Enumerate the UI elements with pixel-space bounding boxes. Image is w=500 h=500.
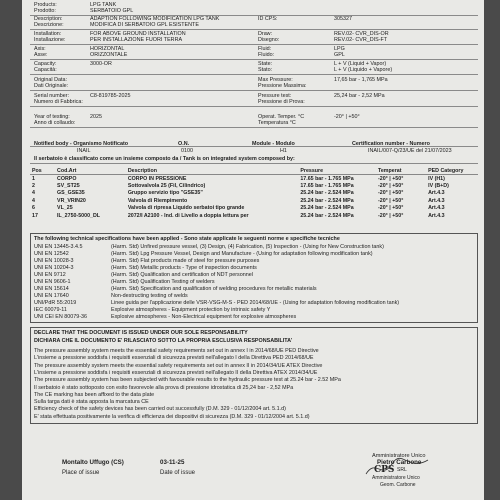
header-label-en: Original Data:: [34, 77, 67, 83]
table-row: [30, 190, 478, 197]
header-divider: [30, 29, 478, 30]
header-right-label-it: Pressione Massima:: [258, 83, 307, 89]
table-row: [30, 212, 478, 219]
header-right-label-en: Max Pressure:: [258, 77, 293, 83]
header-value-en: ADAPTION FOLLOWING MODIFICATION LPG TANK: [90, 16, 220, 22]
header-right-value-en: -20° | +50°: [334, 114, 360, 120]
parts-cell-cod: IL_2750-5000_DL: [57, 212, 101, 219]
header-label-en: Capacity:: [34, 61, 57, 67]
module-header: Module - Modulo: [252, 141, 295, 147]
parts-cell-temp: -20° | +50°: [378, 197, 404, 204]
header-right-label-it: Disegno:: [258, 37, 280, 43]
place-of-issue: Montalto Uffugo (CS): [62, 459, 124, 466]
declaration-line: The pressure assembly system has been subjected with favourable results to the hydraulic pressure test at 25.24 bar - 2.52 MPa: [34, 377, 341, 384]
header-value-en: LPG TANK: [90, 2, 117, 8]
header-right-value-en: LPG: [334, 46, 345, 52]
date-label: Date of issue: [160, 470, 196, 476]
parts-cell-cat: Art.4.3: [428, 205, 445, 212]
parts-cell-press: 25.24 bar - 2.524 MPa: [300, 190, 354, 197]
parts-cell-cod: CORPO: [57, 175, 77, 182]
integrated-title: Il serbatoio è classificato come un insieme composto da / Tank is on integrated system composed by:: [34, 156, 295, 162]
parts-cell-cod: GS_GSE35: [57, 190, 85, 197]
header-label-en: Year of testing:: [34, 114, 70, 120]
header-right-label-it: Stato:: [258, 67, 273, 73]
header-value-it: PER INSTALLAZIONE FUORI TERRA: [90, 37, 183, 43]
admin-name: Pietro Carbone: [377, 459, 422, 466]
header-right-label-it: Fluido:: [258, 52, 275, 58]
header-right-value-it: GPL: [334, 52, 345, 58]
header-value-it: MODIFICA DI SERBATOIO GPL ESISTENTE: [90, 22, 199, 28]
parts-cell-cod: VL_25: [57, 205, 73, 212]
parts-cell-temp: -20° | +50°: [378, 183, 404, 190]
header-divider: [30, 44, 478, 45]
parts-cell-cod: SV_ST25: [57, 183, 80, 190]
header-right-value-en: L + V (Liquid + Vapor): [334, 61, 387, 67]
parts-cell-pos: 4: [32, 197, 35, 204]
header-right-label-it: Temperatura °C: [258, 120, 296, 126]
header-right-label-en: Pressure test:: [258, 93, 292, 99]
standard-code: UNI EN 17640: [34, 293, 69, 299]
header-label-it: Installazione:: [34, 37, 66, 43]
declaration-line: Il serbatoio è stato sottoposto con esito favorevole alla prova di pressione idrostatica di 25,24 bar - 2,52 MPa: [34, 384, 294, 391]
header-label-it: Asse:: [34, 52, 48, 58]
header-right-label-en: Operat. Temper. °C: [258, 114, 305, 120]
parts-column-header: Pressure: [298, 167, 376, 175]
parts-cell-cat: Art.4.3: [428, 212, 445, 219]
parts-column-header: Pos: [30, 167, 55, 175]
parts-cell-cat: IV (H1): [428, 175, 445, 182]
standard-code: IEC 60079-11: [34, 307, 67, 313]
declaration-line: The CE marking has been affixed to the data plate: [34, 391, 155, 398]
certification-header: Certification number - Numero: [352, 141, 430, 147]
admin-label: Amministratore Unico: [372, 453, 426, 459]
header-right-value-it: L + V (Liquido + Vapore): [334, 67, 393, 73]
standard-code: UNI CEI EN 80079-36: [34, 314, 88, 320]
standard-code: UNI EN 9606-1: [34, 279, 71, 285]
parts-cell-desc: Valvola di ripresa Liquido serbatoi tipo grande: [127, 205, 245, 212]
header-value-en: FOR ABOVE GROUND INSTALLATION: [90, 31, 186, 37]
header-label-it: Descrizione:: [34, 22, 64, 28]
signature-icon: [362, 452, 432, 482]
declaration-title-it: DICHIARA CHE IL DOCUMENTO E' RILASCIATO SOTTO LA PROPRIA ESCLUSIVA RESPONSABILITA': [34, 338, 293, 344]
on-header: O.N.: [178, 141, 190, 147]
header-right-label-en: Draw:: [258, 31, 273, 37]
parts-cell-pos: 6: [32, 205, 35, 212]
header-value-en: 2025: [90, 114, 102, 120]
parts-cell-cod: VR_VRIN20: [57, 197, 86, 204]
header-right-label-en: Fluid:: [258, 46, 272, 52]
header-label-en: Products:: [34, 2, 57, 8]
parts-cell-pos: 17: [32, 212, 38, 219]
parts-column-header: Temperat: [376, 167, 426, 175]
parts-cell-cat: Art.4.3: [428, 197, 445, 204]
parts-cell-pos: 4: [32, 190, 35, 197]
parts-column-header: Description: [126, 167, 299, 175]
notified-body-value: INAIL: [77, 148, 91, 154]
header-divider: [30, 74, 478, 75]
header-value-en: C8-819785-2025: [90, 93, 131, 99]
header-divider: [30, 127, 478, 128]
declaration-title-en: DECLARE THAT THE DOCUMENT IS ISSUED UNDER OUR SOLE RESPONSABILITY: [34, 330, 248, 336]
notified-body-header: Notified body - Organismo Notificato: [34, 141, 129, 147]
declaration-line: E' stata effettuata positivamente la verifica di efficienza dei dispositivi di sicurezza (D.M. 329 - 01/12/2004 art. 5.1.d): [34, 413, 310, 420]
module-value: H1: [280, 148, 287, 154]
place-label: Place of issue: [62, 470, 100, 476]
parts-cell-desc: CORPO IN PRESSIONE: [127, 175, 187, 182]
parts-cell-press: 17.65 bar - 1.765 MPa: [300, 175, 354, 182]
parts-cell-press: 25.24 bar - 2.524 MPa: [300, 212, 354, 219]
parts-column-header: PED Category: [426, 167, 478, 175]
components-table: [30, 167, 478, 219]
on-value: 0100: [181, 148, 193, 154]
parts-cell-cat: Art.4.3: [428, 190, 445, 197]
header-divider: [30, 90, 478, 91]
standard-text: Linee guida per l'applicazione delle VSR-VSG-M-S - PED 2014/68/UE - (Using for adaptation following modification tank): [111, 300, 400, 306]
parts-cell-desc: Valvola di Riempimento: [127, 197, 188, 204]
declaration-line: The pressure assembly system meets the essential safety requirements set out in annex I in 2014/68/UE PED Directive: [34, 348, 319, 354]
header-value-en: HORIZONTAL: [90, 46, 125, 52]
stamp-name: Geom. Carbone: [380, 482, 416, 488]
parts-cell-temp: -20° | +50°: [378, 205, 404, 212]
header-value-en: 3000-OR: [90, 61, 112, 67]
table-row: [30, 197, 478, 204]
parts-cell-pos: 2: [32, 183, 35, 190]
header-label-en: Serial number:: [34, 93, 70, 99]
parts-column-header: Cod.Art: [55, 167, 126, 175]
stamp-role: Amministratore Unico: [372, 475, 420, 481]
standard-code: UNI EN 10028-3: [34, 258, 74, 264]
declaration-box: [30, 327, 478, 424]
header-label-en: Installation:: [34, 31, 62, 37]
header-right-value-en: 17,65 bar - 1,765 MPa: [334, 77, 388, 83]
standard-text: (Harm. Std) Qualification Testing of welders: [111, 279, 215, 285]
header-divider: [30, 106, 478, 107]
header-label-it: Anno di collaudo:: [34, 120, 76, 126]
table-row: [30, 175, 478, 183]
parts-cell-temp: -20° | +50°: [378, 190, 404, 197]
header-right-label-en: ID CPS:: [258, 16, 278, 22]
stamp-srl: SRL: [397, 467, 407, 473]
header-label-it: Numero di Fabbrica:: [34, 99, 83, 105]
header-right-label-en: State:: [258, 61, 273, 67]
certificate-page: [22, 0, 484, 500]
date-of-issue: 03-11-25: [160, 459, 185, 466]
parts-cell-press: 25.24 bar - 2.524 MPa: [300, 205, 354, 212]
standards-box: [30, 233, 478, 323]
parts-cell-pos: 1: [32, 175, 35, 182]
table-row: [30, 205, 478, 212]
standard-code: UNI EN 13445-3.4.5: [34, 244, 83, 250]
standard-text: (Harm. Std) Qualification and certification of NDT personnel: [111, 272, 253, 278]
standard-text: Explosive atmospheres - Non-Electrical equipment for explosive atmospheres: [111, 314, 297, 320]
standard-text: Explosive atmospheres - Equipment protection by intrinsic safety Y: [111, 307, 271, 313]
header-label-en: Axis:: [34, 46, 46, 52]
parts-cell-desc: Gruppo servizio tipo "GSE35": [127, 190, 203, 197]
standard-text: (Harm. Std) Metallic products - Type of inspection documents: [111, 265, 257, 271]
parts-cell-press: 17.65 bar - 1.765 MPa: [300, 183, 354, 190]
standard-text: (Harm. Std) Specification and qualification of welding procedures for metallic materials: [111, 286, 317, 292]
header-label-it: Prodotto:: [34, 8, 56, 14]
standard-code: UNI EN 15614: [34, 286, 69, 292]
parts-cell-press: 25.24 bar - 2.524 MPa: [300, 197, 354, 204]
declaration-line: Efficiency check of the safety devices has been carried out successfully (D.M. 329 - 01/12/2004 art. 5.1.d): [34, 406, 286, 413]
standard-text: Non-destructing testing of welds: [111, 293, 188, 299]
header-label-it: Capacità:: [34, 67, 57, 73]
standard-code: UNI/PdR 55:2019: [34, 300, 77, 306]
standard-code: UNI EN 9712: [34, 272, 66, 278]
standard-code: UNI EN 10204-3: [34, 265, 74, 271]
header-right-value-it: REV.02- CVR_DIS-FT: [334, 37, 388, 43]
declaration-line: L'insieme a pressione soddisfa i requisiti essenziali di sicurezza previsti nell'allegato I della Direttiva PED 2014/68/UE: [34, 355, 314, 362]
parts-cell-cat: IV (B+D): [428, 183, 449, 190]
parts-cell-temp: -20° | +50°: [378, 175, 404, 182]
parts-cell-desc: Sottovalvola 25 (Fil, Cilindrico): [127, 183, 206, 190]
header-value-it: ORIZZONTALE: [90, 52, 128, 58]
standards-title: The following technical specifications have been applied - Sono state applicate le seguenti norme e specifiche tecniche: [34, 236, 340, 242]
header-right-value-en: 25,24 bar - 2,52 MPa: [334, 93, 385, 99]
header-right-value-en: 305327: [334, 16, 352, 22]
standard-text: (Harm. Std) Lpg Pressure Vessel, Design and Manufacture - (Using for adaptation following modification tank): [111, 251, 373, 257]
header-label-en: Description:: [34, 16, 63, 22]
parts-cell-desc: 2072/I A2100 - Ind. di Livello a doppia lettura per: [127, 212, 249, 219]
declaration-line: Sulla targa dati è stata apposta la marcatura CE: [34, 399, 149, 406]
declaration-line: The pressure assembly system meets the essential safety requirements set out in annex II in 2014/34/UE ATEX Directive: [34, 362, 323, 369]
header-value-it: SERBATOIO GPL: [90, 8, 134, 14]
table-row: [30, 182, 478, 189]
certification-value: INAIL/007-Q/23/UE del 21/07/2023: [368, 148, 452, 154]
header-label-it: Dati Originale:: [34, 83, 69, 89]
declaration-line: L'insieme a pressione soddisfa i requisiti essenziali di sicurezza previsti nell'allegato II della Direttiva ATEX 2014/34/UE: [34, 369, 318, 376]
header-divider: [30, 59, 478, 60]
standard-code: UNI EN 12542: [34, 251, 69, 257]
standard-text: (Harm. Std) Unfired pressure vessel, (3) Design, (4) Fabrication, (5) Inspection - (Using for New Construction tank): [111, 244, 384, 250]
standard-text: (Harm. Std) Flat products made of steel for pressure purposes: [111, 258, 260, 264]
header-right-label-it: Pressione di Prova:: [258, 99, 305, 105]
parts-cell-temp: -20° | +50°: [378, 212, 404, 219]
company-logo-stamp: CPS: [374, 465, 395, 475]
header-right-value-en: REV.02- CVR_DIS-OR: [334, 31, 389, 37]
